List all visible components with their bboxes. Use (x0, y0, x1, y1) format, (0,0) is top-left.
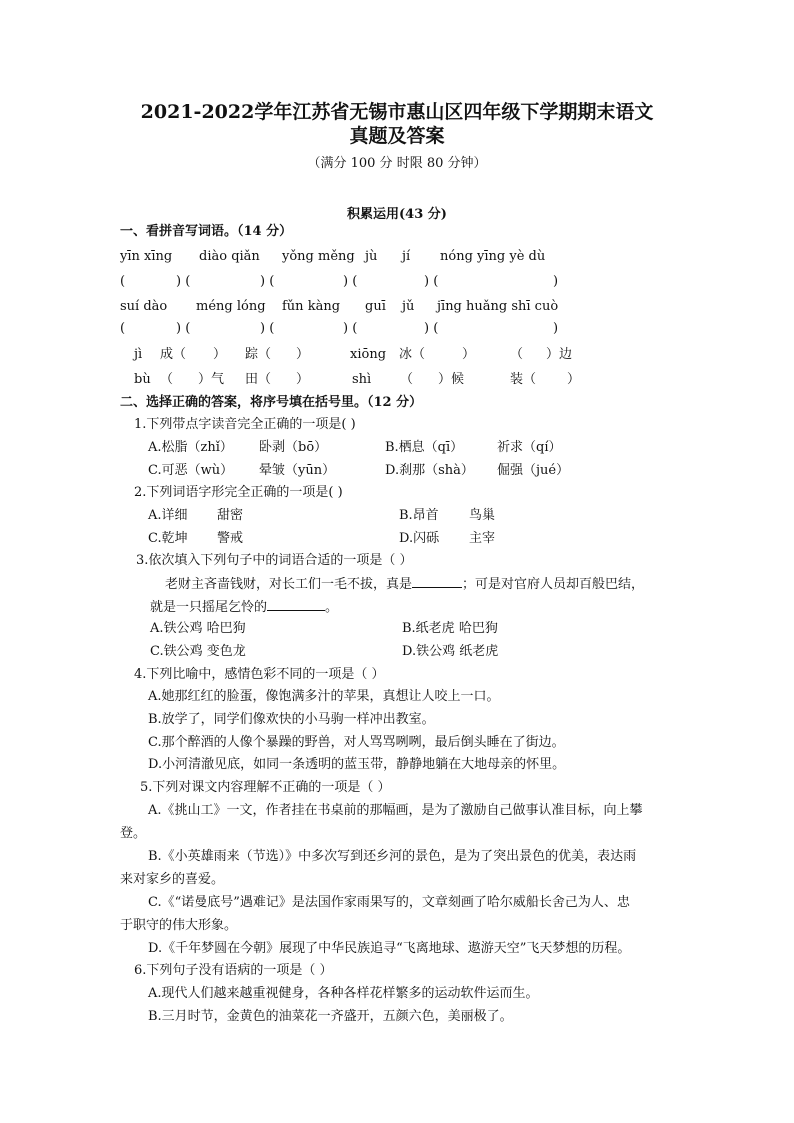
option-b: B.三月时节，金黄色的油菜花一齐盛开，五颜六色，美丽极了。 (148, 1009, 513, 1024)
option-b: B.放学了，同学们像欢快的小马驹一样冲出教室。 (148, 712, 435, 727)
option-d: D.《千年梦圆在今朝》展现了中华民族追寻“飞离地球、遨游天空”飞天梦想的历程。 (148, 941, 631, 956)
char-item: （ (400, 372, 414, 387)
answer-bracket: ) ( (176, 274, 191, 289)
option-b: B.纸老虎 哈巴狗 (402, 621, 498, 636)
question-stem: 6.下列句子没有语病的一项是（ ） (134, 963, 333, 978)
option-b: B.《小英雄雨来（节选）》中多次写到还乡河的景色，是为了突出景色的优美，表达雨 (148, 849, 637, 864)
option-c: C.铁公鸡 变色龙 (150, 644, 246, 659)
answer-bracket: ) (553, 274, 559, 289)
char-item: 装（ (510, 372, 537, 387)
fill-blank[interactable] (267, 598, 325, 611)
option-c: C.《“诺曼底号”遇难记》是法国作家雨果写的，文章刻画了哈尔威船长舍己为人、忠 (148, 895, 630, 910)
pinyin-item: yǒng měng (282, 249, 355, 264)
option-a: A.铁公鸡 哈巴狗 (150, 621, 246, 636)
option-d: D.小河清澈见底，如同一条透明的蓝玉带，静静地躺在大地母亲的怀里。 (148, 757, 566, 772)
option-a: A.松脂（zhǐ） (148, 440, 233, 455)
document-title-line1: 2021-2022学年江苏省无锡市惠山区四年级下学期期末语文 (140, 101, 654, 123)
option-a-word2: 甜密 (217, 508, 244, 523)
question-stem: 1.下列带点字读音完全正确的一项是( ) (134, 417, 356, 432)
pinyin-item: yīn xīng (120, 249, 173, 264)
option-c: C.乾坤 (148, 531, 188, 546)
option-d-word2: 主宰 (469, 531, 496, 546)
option-a: A.现代人们越来越重视健身，各种各样花样繁多的运动软件运而生。 (148, 986, 539, 1001)
char-item: ） (567, 372, 581, 387)
q1-heading: 一、看拼音写词语。（14 分） (120, 224, 293, 239)
option-a: A.详细 (148, 508, 188, 523)
pinyin-item: bù (134, 372, 151, 387)
char-item: ）边 (546, 347, 573, 362)
answer-bracket: ) ( (176, 321, 191, 336)
char-item: （ (160, 372, 174, 387)
char-item: 踪（ (245, 347, 272, 362)
part1-heading: 积累运用(43 分) (347, 207, 447, 222)
option-a: A.她那红红的脸蛋，像饱满多汁的苹果，真想让人咬上一口。 (148, 689, 500, 704)
question-stem: 3.依次填入下列句子中的词语合适的一项是（ ） (136, 553, 413, 568)
option-b: B.昂首 (399, 508, 439, 523)
char-item: （ (510, 347, 524, 362)
pinyin-item: nóng yīng yè dù (440, 249, 546, 264)
option-d: D.铁公鸡 纸老虎 (402, 644, 499, 659)
option-d: D.刹那（shà） (385, 463, 474, 478)
answer-bracket: ) ( (343, 321, 358, 336)
option-b-word2: 祈求（qí） (497, 440, 562, 455)
option-b: B.栖息（qī） (385, 440, 464, 455)
passage-line2: 就是一只摇尾乞怜的 。 (150, 600, 339, 615)
pinyin-item: jù (365, 249, 378, 264)
exam-info: （满分 100 分 时限 80 分钟） (307, 156, 487, 171)
question-stem: 4.下列比喻中，感情色彩不同的一项是（ ） (134, 667, 385, 682)
option-a-word2: 卧剥（bō） (259, 440, 328, 455)
char-item: ）气 (198, 372, 225, 387)
pinyin-item: xiōng (350, 347, 387, 362)
option-c: C.那个醉酒的人像个暴躁的野兽，对人骂骂咧咧，最后倒头睡在了街边。 (148, 735, 565, 750)
pinyin-item: suí dào (120, 299, 168, 314)
pinyin-item: guī (365, 299, 386, 314)
pinyin-item: jīng huǎng shī cuò (437, 299, 559, 314)
pinyin-item: fǔn kàng (282, 299, 341, 314)
char-item: ） (296, 347, 310, 362)
option-d-word2: 倔强（jué） (497, 463, 570, 478)
option-c-word2: 警戒 (217, 531, 244, 546)
char-item: ） (462, 347, 476, 362)
pinyin-item: jǔ (402, 299, 415, 314)
answer-bracket: ) ( (260, 274, 275, 289)
passage-line1: 老财主吝啬钱财，对长工们一毛不拔，真是 ；可是对官府人员却百般巴结， (165, 577, 645, 592)
char-item: ） (213, 347, 227, 362)
pinyin-item: jí (402, 249, 411, 264)
option-a: A.《挑山工》一文，作者挂在书桌前的那幅画，是为了激励自己做事认准目标，向上攀 (148, 803, 643, 818)
option-b-word2: 鸟巢 (469, 508, 496, 523)
pinyin-item: méng lóng (196, 299, 266, 314)
answer-bracket: ) ( (424, 274, 439, 289)
answer-bracket: ) ( (343, 274, 358, 289)
pinyin-item: shì (352, 372, 372, 387)
fill-blank[interactable] (412, 575, 462, 588)
answer-bracket: ( (120, 321, 126, 336)
q2-heading: 二、选择正确的答案，将序号填在括号里。（12 分） (120, 395, 423, 410)
char-item: 冰（ (399, 347, 426, 362)
question-stem: 2.下列词语字形完全正确的一项是( ) (134, 485, 343, 500)
pinyin-item: jì (134, 347, 143, 362)
char-item: 成（ (160, 347, 187, 362)
answer-bracket: ) ( (424, 321, 439, 336)
option-a-cont: 登。 (120, 826, 147, 841)
char-item: ）候 (438, 372, 465, 387)
char-item: 田（ (245, 372, 272, 387)
answer-bracket: ) (553, 321, 559, 336)
answer-bracket: ( (120, 274, 126, 289)
question-stem: 5.下列对课文内容理解不正确的一项是（ ） (140, 780, 391, 795)
pinyin-item: diào qiǎn (199, 249, 260, 264)
document-title-line2: 真题及答案 (349, 125, 445, 147)
option-c-cont: 于职守的伟大形象。 (120, 918, 238, 933)
option-d: D.闪砾 (399, 531, 440, 546)
option-c-word2: 晕皱（yūn） (259, 463, 336, 478)
option-c: C.可恶（wù） (148, 463, 234, 478)
char-item: ） (296, 372, 310, 387)
option-b-cont: 来对家乡的喜爱。 (120, 872, 225, 887)
answer-bracket: ) ( (260, 321, 275, 336)
